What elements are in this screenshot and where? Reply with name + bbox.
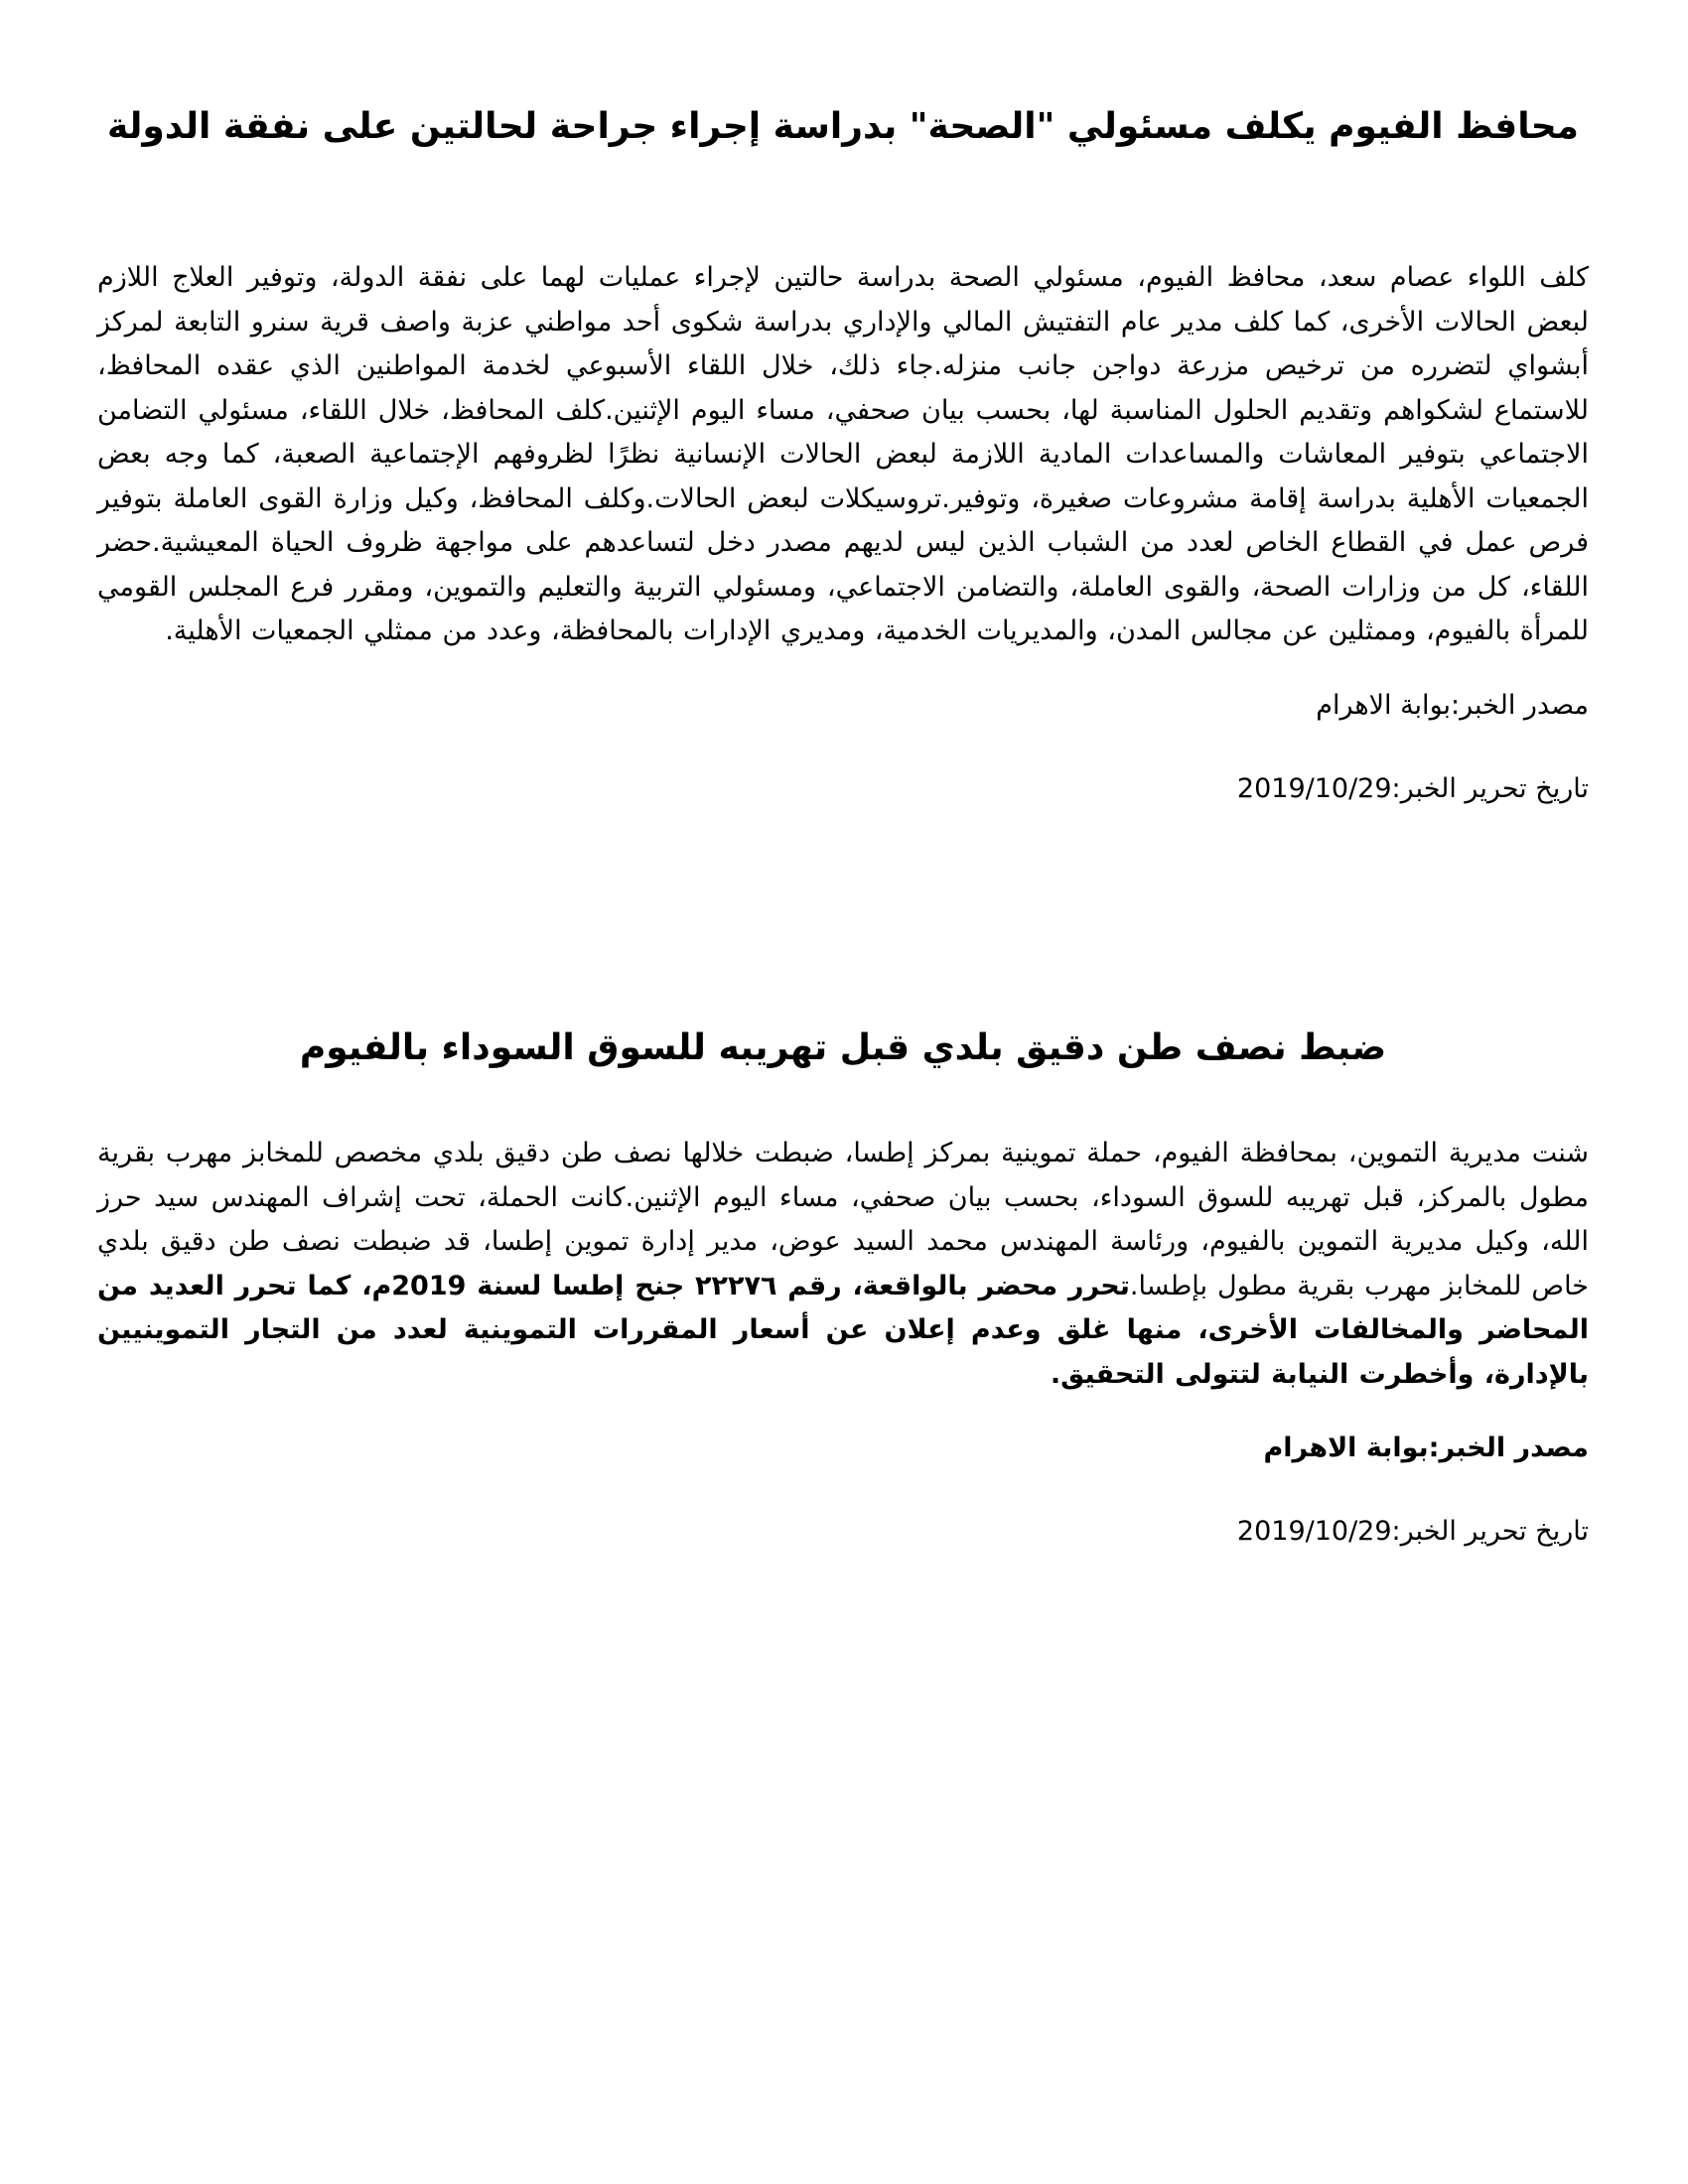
article-date: تاريخ تحرير الخبر:2019/10/29 <box>1236 772 1589 804</box>
article-body-regular: شنت مديرية التموين، بمحافظة الفيوم، حملة تموينية بمركز إطسا، ضبطت خلالها نصف طن دقيق بلدي مخصص للمخابز مهرب بقرية مطول بالمركز، قبل تهريبه للسوق السوداء، بحسب بيان صحفي، مساء اليوم الإثنين.كانت الحملة، تحت إشراف المهندس سيد حرز الله، وكيل مديرية التموين بالفيوم، ورئاسة المهندس محمد السيد عوض، مدير إدارة تموين إطسا، قد ضبطت نصف طن دقيق بلدي خاص للمخابز مهرب بقرية مطول بإطسا. <box>97 1138 1589 1301</box>
article-body: كلف اللواء عصام سعد، محافظ الفيوم، مسئولي الصحة بدراسة حالتين لإجراء عمليات لهما على نفقة الدولة، وتوفير العلاج اللازم لبعض الحالات الأخرى، كما كلف مدير عام التفتيش المالي والإداري بدراسة شكوى أحد مواطني عزبة واصف قرية سنرو التابعة لمركز أبشواي لتضرره من ترخيص مزرعة دواجن جانب منزله.جاء ذلك، خلال اللقاء الأسبوعي لخدمة المواطنين الذي عقده المحافظ، للاستماع لشكواهم وتقديم الحلول المناسبة لها، بحسب بيان صحفي، مساء اليوم الإثنين.كلف المحافظ، خلال اللقاء، مسئولي التضامن الاجتماعي بتوفير المعاشات والمساعدات المادية اللازمة لبعض الحالات الإنسانية نظرًا لظروفهم الإجتماعية الصعبة، كما وجه بعض الجمعيات الأهلية بدراسة إقامة مشروعات صغيرة، وتوفير.تروسيكلات لبعض الحالات.وكلف المحافظ، وكيل وزارة القوى العاملة بتوفير فرص عمل في القطاع الخاص لعدد من الشباب الذين ليس لديهم مصدر دخل لتساعدهم على مواجهة ظروف الحياة المعيشية.حضر اللقاء، كل من وزارات الصحة، والقوى العاملة، والتضامن الاجتماعي، ومسئولي التربية والتعليم والتموين، ومقرر فرع المجلس القومي للمرأة بالفيوم، وممثلين عن مجالس المدن، والمديريات الخدمية، ومديري الإدارات بالمحافظة، وعدد من ممثلي الجمعيات الأهلية. <box>97 262 1589 646</box>
article-headline: ضبط نصف طن دقيق بلدي قبل تهريبه للسوق السوداء بالفيوم <box>299 1027 1387 1068</box>
news-article <box>97 1021 1589 1554</box>
article-body-bold: تحرر محضر بالواقعة، رقم ٢٢٢٧٦ جنح إطسا لسنة 2019م، كما تحرر العديد من المحاضر والمخالفات الأخرى، منها غلق وعدم إعلان عن أسعار المقررات التموينية لعدد من التجار التموينيين بالإدارة، وأخطرت النيابة لتتولى التحقيق. <box>97 1270 1589 1390</box>
article-body <box>97 1132 1589 1397</box>
article-headline: محافظ الفيوم يكلف مسئولي "الصحة" بدراسة إجراء جراحة لحالتين على نفقة الدولة <box>107 106 1579 147</box>
news-article <box>97 99 1589 811</box>
article-date: تاريخ تحرير الخبر:2019/10/29 <box>1236 1516 1589 1547</box>
article-source: مصدر الخبر:بوابة الاهرام <box>1316 689 1589 721</box>
article-source: مصدر الخبر:بوابة الاهرام <box>1263 1433 1589 1463</box>
